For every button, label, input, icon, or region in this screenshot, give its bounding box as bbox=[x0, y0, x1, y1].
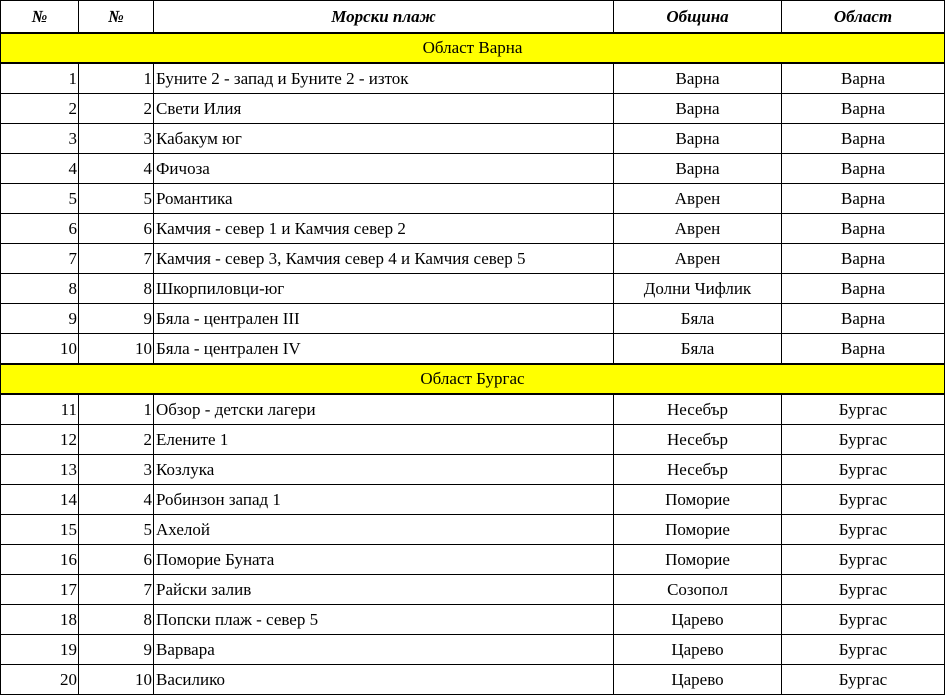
table-row bbox=[1, 425, 945, 455]
municipality-cell: Аврен bbox=[614, 214, 782, 244]
table-row bbox=[1, 63, 945, 94]
beach-name-cell: Обзор - детски лагери bbox=[154, 394, 614, 425]
region-number-cell: 10 bbox=[79, 334, 154, 365]
region-header-row bbox=[1, 33, 945, 63]
row-number-cell: 13 bbox=[1, 455, 79, 485]
municipality-cell: Варна bbox=[614, 124, 782, 154]
table-row bbox=[1, 515, 945, 545]
municipality-cell: Варна bbox=[614, 94, 782, 124]
beach-name-cell: Елените 1 bbox=[154, 425, 614, 455]
region-number-cell: 8 bbox=[79, 274, 154, 304]
municipality-cell: Поморие bbox=[614, 515, 782, 545]
region-cell: Бургас bbox=[782, 545, 945, 575]
table-body bbox=[1, 33, 945, 695]
row-number-cell: 16 bbox=[1, 545, 79, 575]
region-title: Област Варна bbox=[1, 33, 945, 63]
municipality-cell: Несебър bbox=[614, 394, 782, 425]
row-number-cell: 12 bbox=[1, 425, 79, 455]
table-row bbox=[1, 274, 945, 304]
region-number-cell: 8 bbox=[79, 605, 154, 635]
region-number-cell: 4 bbox=[79, 485, 154, 515]
municipality-cell: Поморие bbox=[614, 485, 782, 515]
region-cell: Варна bbox=[782, 94, 945, 124]
region-number-cell: 1 bbox=[79, 394, 154, 425]
table-row bbox=[1, 575, 945, 605]
region-cell: Варна bbox=[782, 334, 945, 365]
beach-name-cell: Свети Илия bbox=[154, 94, 614, 124]
table-row bbox=[1, 545, 945, 575]
region-number-cell: 3 bbox=[79, 124, 154, 154]
municipality-cell: Несебър bbox=[614, 455, 782, 485]
region-cell: Варна bbox=[782, 214, 945, 244]
region-cell: Варна bbox=[782, 63, 945, 94]
region-title: Област Бургас bbox=[1, 364, 945, 394]
beach-name-cell: Варвара bbox=[154, 635, 614, 665]
header-beach: Морски плаж bbox=[154, 1, 614, 34]
municipality-cell: Царево bbox=[614, 635, 782, 665]
municipality-cell: Варна bbox=[614, 63, 782, 94]
table-row bbox=[1, 665, 945, 695]
table-header-row bbox=[1, 1, 945, 34]
table-row bbox=[1, 455, 945, 485]
beach-name-cell: Робинзон запад 1 bbox=[154, 485, 614, 515]
region-number-cell: 2 bbox=[79, 425, 154, 455]
region-cell: Варна bbox=[782, 154, 945, 184]
region-number-cell: 5 bbox=[79, 184, 154, 214]
row-number-cell: 20 bbox=[1, 665, 79, 695]
beach-name-cell: Буните 2 - запад и Буните 2 - изток bbox=[154, 63, 614, 94]
beach-name-cell: Кабакум юг bbox=[154, 124, 614, 154]
header-no-region: № bbox=[79, 1, 154, 34]
table-row bbox=[1, 394, 945, 425]
row-number-cell: 19 bbox=[1, 635, 79, 665]
municipality-cell: Бяла bbox=[614, 334, 782, 365]
region-number-cell: 2 bbox=[79, 94, 154, 124]
row-number-cell: 6 bbox=[1, 214, 79, 244]
row-number-cell: 9 bbox=[1, 304, 79, 334]
municipality-cell: Царево bbox=[614, 665, 782, 695]
region-number-cell: 7 bbox=[79, 575, 154, 605]
table-row bbox=[1, 605, 945, 635]
region-cell: Бургас bbox=[782, 394, 945, 425]
region-cell: Варна bbox=[782, 124, 945, 154]
beach-name-cell: Камчия - север 3, Камчия север 4 и Камчия север 5 bbox=[154, 244, 614, 274]
region-cell: Варна bbox=[782, 274, 945, 304]
region-number-cell: 4 bbox=[79, 154, 154, 184]
municipality-cell: Царево bbox=[614, 605, 782, 635]
table-row bbox=[1, 635, 945, 665]
municipality-cell: Аврен bbox=[614, 184, 782, 214]
region-number-cell: 6 bbox=[79, 545, 154, 575]
municipality-cell: Бяла bbox=[614, 304, 782, 334]
row-number-cell: 5 bbox=[1, 184, 79, 214]
row-number-cell: 14 bbox=[1, 485, 79, 515]
row-number-cell: 1 bbox=[1, 63, 79, 94]
table-row bbox=[1, 334, 945, 365]
region-number-cell: 10 bbox=[79, 665, 154, 695]
region-number-cell: 3 bbox=[79, 455, 154, 485]
header-municipality: Община bbox=[614, 1, 782, 34]
region-number-cell: 1 bbox=[79, 63, 154, 94]
row-number-cell: 8 bbox=[1, 274, 79, 304]
table-row bbox=[1, 184, 945, 214]
table-row bbox=[1, 244, 945, 274]
municipality-cell: Поморие bbox=[614, 545, 782, 575]
table-row bbox=[1, 154, 945, 184]
region-cell: Варна bbox=[782, 304, 945, 334]
table-row bbox=[1, 94, 945, 124]
region-cell: Варна bbox=[782, 244, 945, 274]
row-number-cell: 10 bbox=[1, 334, 79, 365]
region-header-row bbox=[1, 364, 945, 394]
header-no-overall: № bbox=[1, 1, 79, 34]
row-number-cell: 7 bbox=[1, 244, 79, 274]
region-cell: Бургас bbox=[782, 665, 945, 695]
municipality-cell: Несебър bbox=[614, 425, 782, 455]
beach-name-cell: Козлука bbox=[154, 455, 614, 485]
beach-name-cell: Романтика bbox=[154, 184, 614, 214]
row-number-cell: 4 bbox=[1, 154, 79, 184]
table-row bbox=[1, 214, 945, 244]
row-number-cell: 17 bbox=[1, 575, 79, 605]
region-number-cell: 9 bbox=[79, 304, 154, 334]
beach-name-cell: Поморие Буната bbox=[154, 545, 614, 575]
region-number-cell: 5 bbox=[79, 515, 154, 545]
beach-name-cell: Шкорпиловци-юг bbox=[154, 274, 614, 304]
region-number-cell: 6 bbox=[79, 214, 154, 244]
table-row bbox=[1, 485, 945, 515]
municipality-cell: Долни Чифлик bbox=[614, 274, 782, 304]
municipality-cell: Созопол bbox=[614, 575, 782, 605]
row-number-cell: 15 bbox=[1, 515, 79, 545]
municipality-cell: Аврен bbox=[614, 244, 782, 274]
row-number-cell: 3 bbox=[1, 124, 79, 154]
row-number-cell: 18 bbox=[1, 605, 79, 635]
header-region: Област bbox=[782, 1, 945, 34]
table-row bbox=[1, 124, 945, 154]
region-cell: Бургас bbox=[782, 515, 945, 545]
beach-name-cell: Ахелой bbox=[154, 515, 614, 545]
region-number-cell: 7 bbox=[79, 244, 154, 274]
row-number-cell: 2 bbox=[1, 94, 79, 124]
region-cell: Бургас bbox=[782, 635, 945, 665]
beach-name-cell: Бяла - централен IV bbox=[154, 334, 614, 365]
region-number-cell: 9 bbox=[79, 635, 154, 665]
region-cell: Бургас bbox=[782, 455, 945, 485]
table-row bbox=[1, 304, 945, 334]
region-cell: Бургас bbox=[782, 605, 945, 635]
beach-name-cell: Райски залив bbox=[154, 575, 614, 605]
region-cell: Бургас bbox=[782, 485, 945, 515]
municipality-cell: Варна bbox=[614, 154, 782, 184]
beach-name-cell: Камчия - север 1 и Камчия север 2 bbox=[154, 214, 614, 244]
region-cell: Бургас bbox=[782, 425, 945, 455]
beach-name-cell: Василико bbox=[154, 665, 614, 695]
beach-name-cell: Попски плаж - север 5 bbox=[154, 605, 614, 635]
row-number-cell: 11 bbox=[1, 394, 79, 425]
region-cell: Варна bbox=[782, 184, 945, 214]
beach-name-cell: Фичоза bbox=[154, 154, 614, 184]
beach-name-cell: Бяла - централен III bbox=[154, 304, 614, 334]
region-cell: Бургас bbox=[782, 575, 945, 605]
